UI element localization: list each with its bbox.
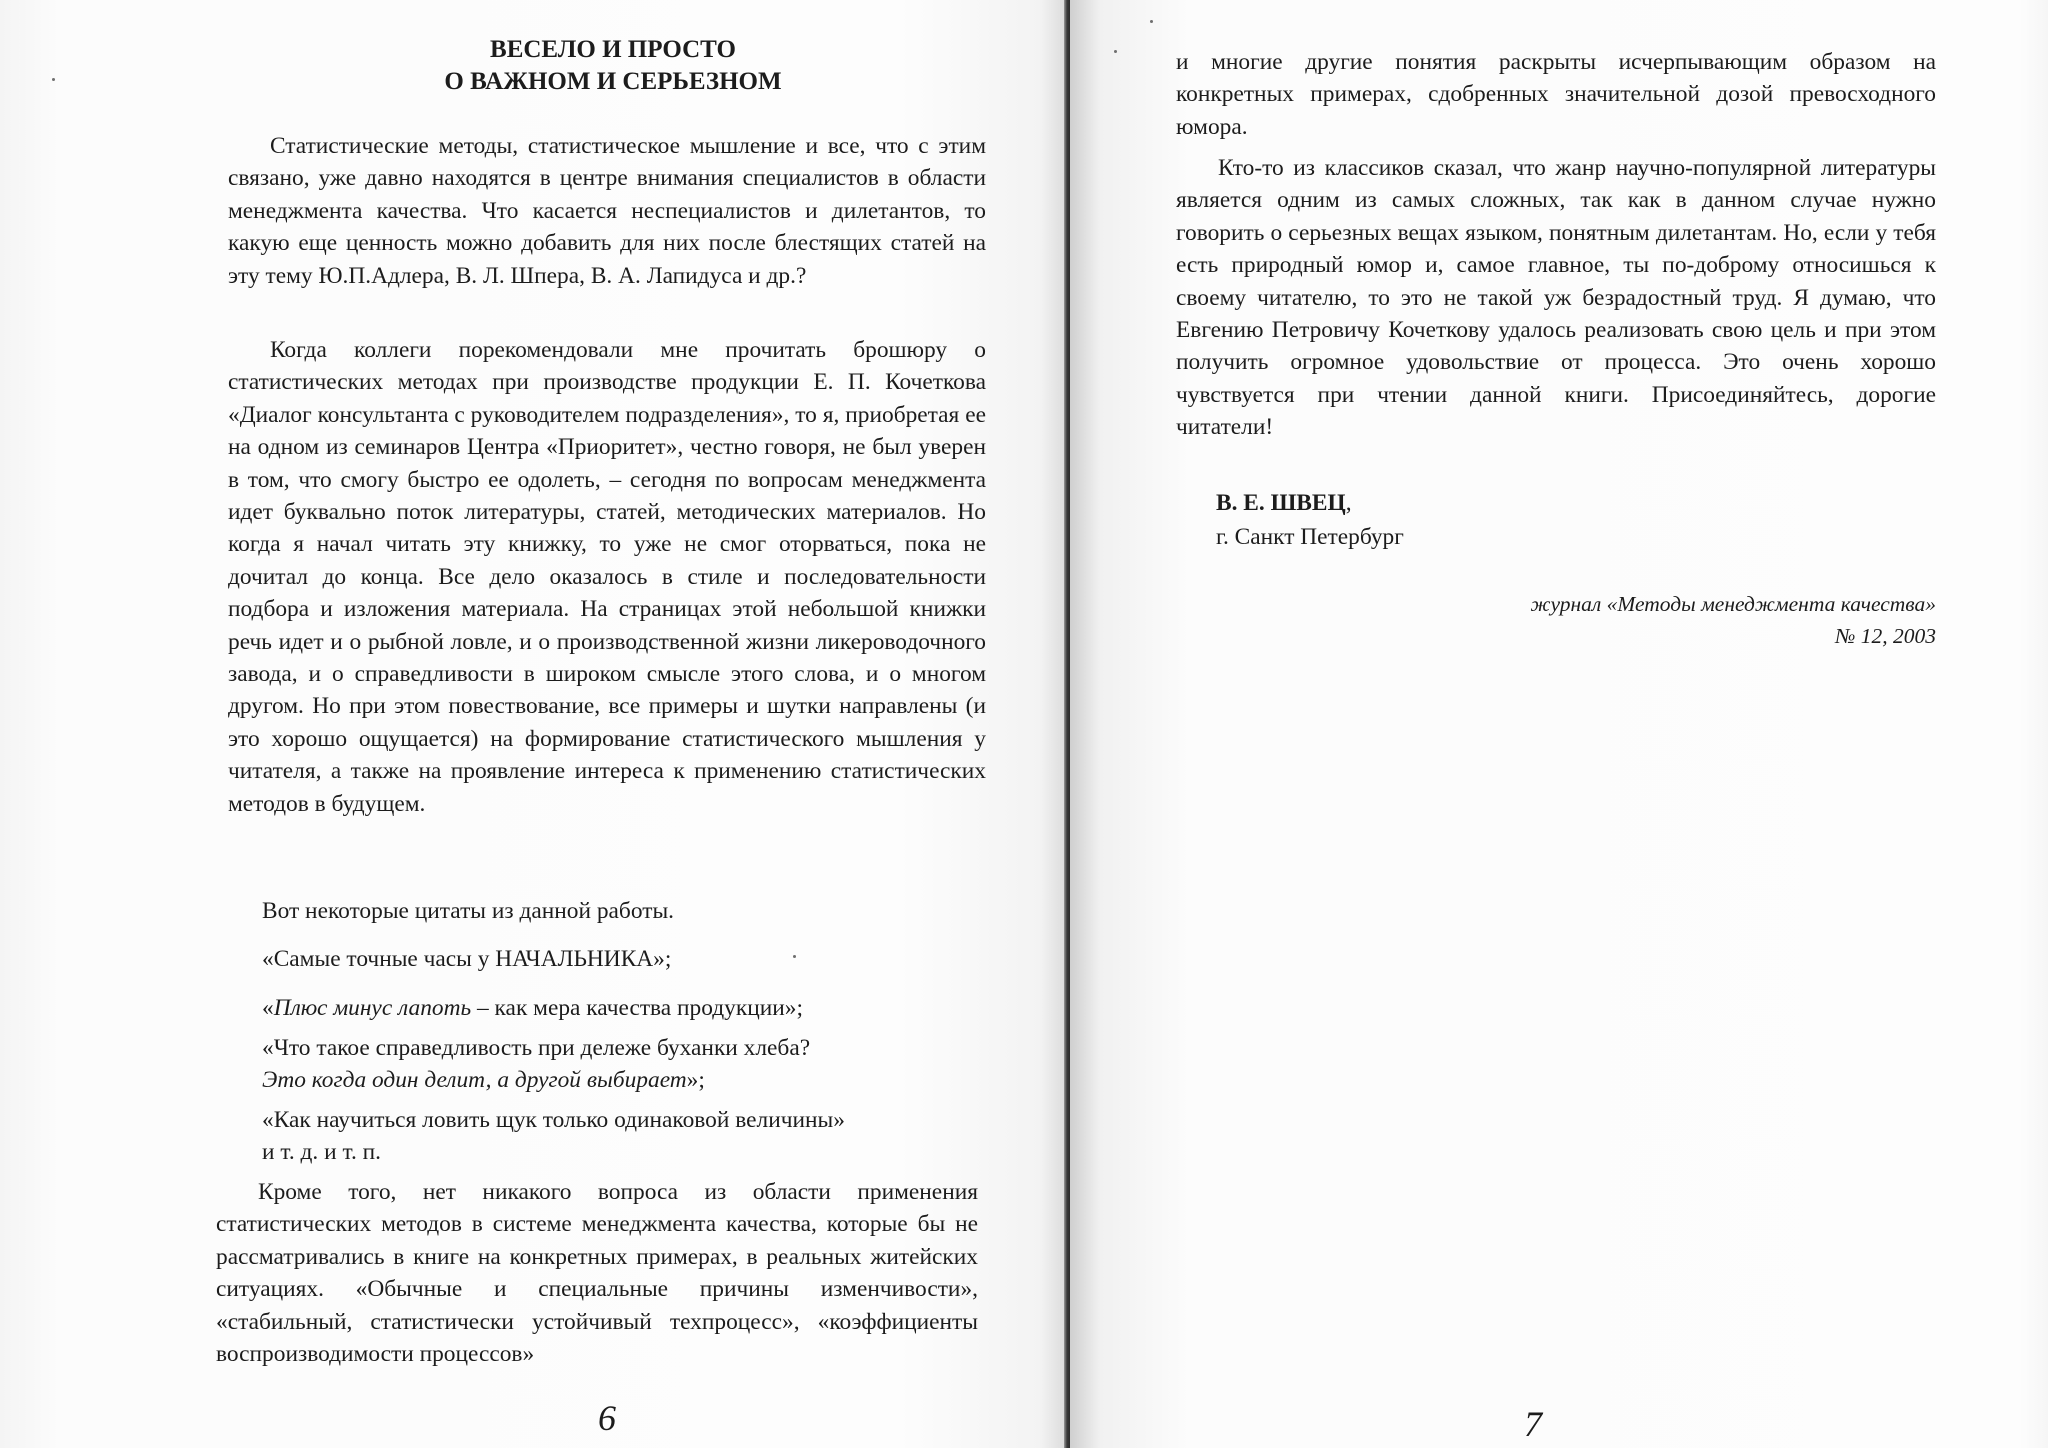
quote-2-italic: Плюс минус лапоть <box>273 995 472 1021</box>
source-citation <box>1380 588 1936 652</box>
quote-3-line-1: «Что такое справедливость при дележе буханки хлеба? <box>262 1035 811 1061</box>
page-number-left: 6 <box>598 1398 616 1438</box>
left-paragraph-1 <box>228 130 986 292</box>
signature-name: В. Е. ШВЕЦ <box>1216 490 1346 516</box>
left-paragraph-2 <box>228 334 986 820</box>
paragraph-text: Кроме того, нет никакого вопроса из области применения статистических методов в системе менеджмента качества, которые бы не рассматривались в книге на конкретных примерах, в реальных житейских ситуациях. «Обычные и специальные причины изменчивости», «стабильный, статистически устойчивый техпроцесс», «коэффициенты воспроизводимости процессов» <box>216 1179 978 1368</box>
page-number-right: 7 <box>1524 1404 1542 1444</box>
right-paragraph-1 <box>1176 46 1936 143</box>
paragraph-text: Статистические методы, статистическое мышление и все, что с этим связано, уже давно находятся в центре внимания специалистов в области менеджмента качества. Что касается неспециалистов и дилетантов, то какую еще ценность можно добавить для них после блестящих статей на эту тему Ю.П.Адлера, В. Л. Шпера, В. А. Лапидуса и др.? <box>228 133 986 289</box>
signature <box>1216 486 1404 554</box>
paragraph-text: Когда коллеги порекомендовали мне прочитать брошюру о статистических методах при производстве продукции Е. П. Кочеткова «Диалог консультанта с руководителем подразделения», то я, приобретая ее на одном из семинаров Центра «Приоритет», честно говоря, не был уверен в том, что смогу быстро ее одолеть, – сегодня по вопросам менеджмента идет буквально поток литературы, статей, методических материалов. Но когда я начал читать эту книжку, то уже не смог оторваться, пока не дочитал до конца. Все дело оказалось в стиле и последовательности подбора и изложения материала. На страницах этой небольшой книжки речь идет и о рыбной ловле, и о производственной жизни ликероводочного завода, и о справедливости в широком смысле этого слова, и о многом другом. Но при этом повествование, все примеры и шутки направлены (и это хорошо ощущается) на формирование статистического мышления у читателя, а также на проявление интереса к применению статистических методов в будущем. <box>228 337 986 817</box>
quote-3-line-2 <box>262 1064 1002 1096</box>
scan-speck <box>52 78 55 81</box>
source-line-1: журнал «Методы менеджмента качества» <box>1530 592 1936 616</box>
title-line-2: О ВАЖНОМ И СЕРЬЕЗНОМ <box>444 68 782 95</box>
scan-speck <box>793 955 796 958</box>
paragraph-text: и многие другие понятия раскрыты исчерпывающим образом на конкретных примерах, сдобренных значительной дозой превосходного юмора. <box>1176 49 1936 140</box>
quote-2 <box>262 992 1002 1024</box>
quote-2-rest: – как мера качества продукции»; <box>471 995 803 1021</box>
quote-3-italic: Это когда один делит, а другой выбирает <box>262 1067 687 1094</box>
title-line-1: ВЕСЕЛО И ПРОСТО <box>490 36 736 63</box>
signature-comma: , <box>1345 490 1352 516</box>
right-paragraph-2 <box>1176 152 1936 444</box>
quote-3 <box>262 1032 1002 1097</box>
scan-speck <box>1150 20 1153 23</box>
quotes-intro <box>262 895 1002 927</box>
quote-4 <box>262 1104 1002 1169</box>
quote-4-etc: и т. д. и т. п. <box>262 1139 382 1166</box>
quote-2-open: « <box>262 995 274 1021</box>
paragraph-text: Кто-то из классиков сказал, что жанр научно-популярной литературы является одним из самых сложных, так как в данном случае нужно говорить о серьезных вещах языком, понятным дилетантам. Но, если у тебя есть природный юмор и, самое главное, ты по-доброму относишься к своему читателю, то это не такой уж безрадостный труд. Я думаю, что Евгению Петровичу Кочеткову удалось реализовать свою цель и при этом получить огромное удовольствие от процесса. Это очень хорошо чувствуется при чтении данной книги. Присоединяйтесь, дорогие читатели! <box>1176 155 1936 441</box>
right-page <box>1070 0 2048 1448</box>
quote-1 <box>262 943 1002 975</box>
signature-city: г. Санкт Петербург <box>1216 524 1404 550</box>
source-line-2: № 12, 2003 <box>1835 624 1936 648</box>
quote-1-text: «Самые точные часы у НАЧАЛЬНИКА»; <box>262 946 672 972</box>
quote-3-end: »; <box>686 1067 705 1094</box>
scan-speck <box>1114 50 1117 53</box>
quote-2-text <box>262 992 1002 1024</box>
quote-4-text: «Как научиться ловить щук только одинаковой величины» <box>262 1107 845 1133</box>
left-paragraph-3 <box>216 1176 978 1370</box>
quotes-intro-text: Вот некоторые цитаты из данной работы. <box>262 898 675 924</box>
